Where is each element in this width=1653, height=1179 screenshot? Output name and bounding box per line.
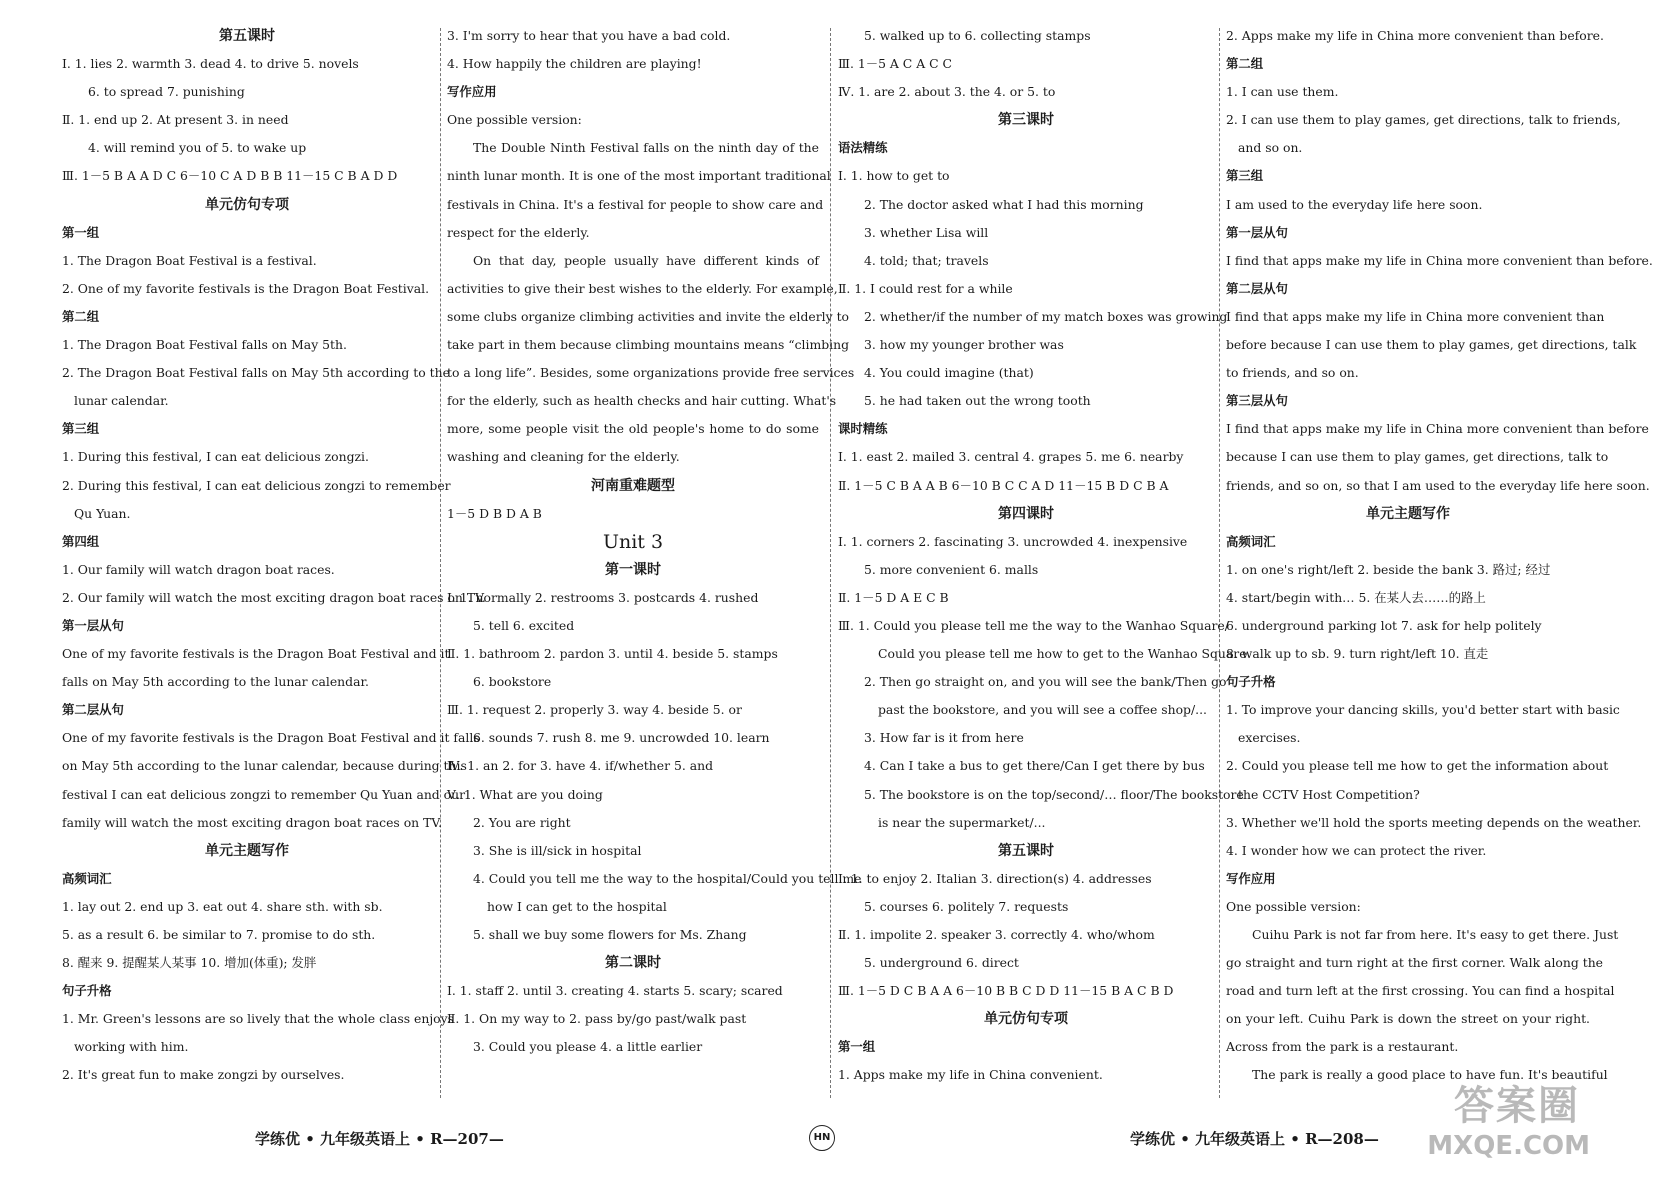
subsection-label: 句子升格 (62, 983, 112, 999)
answer-line: 3. How far is it from here (864, 730, 1024, 746)
answer-line: Ⅲ. 1. request 2. properly 3. way 4. beside 5. or (447, 702, 742, 718)
answer-line: washing and cleaning for the elderly. (447, 449, 680, 465)
answer-line: I am used to the everyday life here soon. (1226, 196, 1483, 212)
subsection-label: 第四组 (62, 533, 100, 549)
paragraph-line: 2. During this festival, I can eat delicious zongzi to remember (62, 477, 451, 493)
subsection-label: 第二组 (1226, 56, 1264, 72)
answer-line: 6. underground parking lot 7. ask for help politely (1226, 617, 1542, 633)
subsection-label: 第一组 (62, 224, 100, 240)
continuation-line: lunar calendar. (74, 393, 169, 409)
answer-line: 4. How happily the children are playing! (447, 56, 702, 72)
paragraph-line: for the elderly, such as health checks and hair cutting. What's (447, 393, 837, 409)
answer-line: 2. It's great fun to make zongzi by ourselves. (62, 1067, 345, 1083)
answer-line: 4. You could imagine (that) (864, 365, 1034, 381)
answer-line: 5. underground 6. direct (864, 955, 1019, 971)
answer-line: Ⅱ. 1. impolite 2. speaker 3. correctly 4. who/whom (838, 927, 1155, 942)
answer-line: 3. She is ill/sick in hospital (473, 842, 642, 858)
paragraph-line: I find that apps make my life in China more convenient than before (1226, 421, 1649, 437)
subsection-label: 高频词汇 (62, 870, 112, 886)
answer-line: Ⅰ. 1. staff 2. until 3. creating 4. starts 5. scary; scared (447, 983, 783, 999)
answer-line: 2. One of my favorite festivals is the Dragon Boat Festival. (62, 280, 430, 296)
paragraph-line: 1. To improve your dancing skills, you'd better start with basic (1226, 702, 1620, 718)
column-divider (1219, 28, 1220, 1098)
answer-line: 3. how my younger brother was (864, 337, 1064, 353)
subsection-label: 第一组 (838, 1039, 876, 1055)
paragraph-line: take part in them because climbing mountains means “climbing (447, 337, 850, 353)
continuation-line: the CCTV Host Competition? (1238, 786, 1420, 802)
answer-line: 2. Our family will watch the most exciting dragon boat races on TV. (62, 589, 486, 605)
subsection-label: 句子升格 (1226, 674, 1276, 690)
answer-line: Ⅰ. 1. how to get to (838, 168, 950, 184)
answer-line: friends, and so on, so that I am used to the everyday life here soon. (1226, 477, 1650, 493)
answer-line: 5. as a result 6. be similar to 7. promise to do sth. (62, 927, 376, 942)
column-divider (830, 28, 831, 1098)
continuation-line: past the bookstore, and you will see a coffee shop/... (878, 702, 1207, 718)
subsection-label: 写作应用 (447, 84, 497, 100)
answer-line: 5. more convenient 6. malls (864, 561, 1039, 577)
answer-line: Ⅰ. 1. corners 2. fascinating 3. uncrowded 4. inexpensive (838, 533, 1188, 549)
paragraph-line: go straight and turn right at the first corner. Walk along the (1226, 955, 1604, 971)
paragraph-line: because I can use them to play games, get directions, talk to (1226, 449, 1609, 465)
answer-line: Ⅱ. 1－5 C B A A B 6－10 B C C A D 11－15 B D C B A (838, 477, 1169, 493)
answer-line: 5. he had taken out the wrong tooth (864, 393, 1091, 409)
subsection-label: 第一层从句 (62, 617, 124, 633)
paragraph-line: 2. Could you please tell me how to get the information about (1226, 758, 1609, 774)
answer-line: 2. whether/if the number of my match boxes was growing (864, 308, 1228, 324)
answer-line: 1. Apps make my life in China convenient. (838, 1067, 1103, 1083)
subsection-label: 语法精练 (838, 140, 888, 156)
subsection-label: 第三层从句 (1226, 393, 1288, 409)
subsection-label: 第二层从句 (1226, 280, 1288, 296)
subsection-label: 第三组 (62, 421, 100, 437)
paragraph-first-line: Cuihu Park is not far from here. It's easy to get there. Just (1252, 927, 1619, 942)
answer-line: 1－5 D B D A B (447, 505, 542, 521)
watermark (1392, 1082, 1590, 1172)
region-badge: HN (809, 1125, 835, 1151)
subsection-label: 写作应用 (1226, 870, 1276, 886)
answer-line: respect for the elderly. (447, 224, 590, 240)
answer-line: Ⅱ. 1－5 D A E C B (838, 589, 949, 605)
answer-line: 6. sounds 7. rush 8. me 9. uncrowded 10. learn (473, 730, 770, 746)
continuation-line: Qu Yuan. (74, 505, 131, 521)
subsection-label: 第二层从句 (62, 702, 124, 718)
section-heading: 第四课时 (998, 505, 1054, 522)
continuation-line: exercises. (1238, 730, 1301, 746)
paragraph-line: festival I can eat delicious zongzi to remember Qu Yuan and our (62, 786, 466, 802)
continuation-line: and so on. (1238, 140, 1303, 156)
paragraph-line: I find that apps make my life in China more convenient than (1226, 308, 1605, 324)
subsection-label: 第二组 (62, 308, 100, 324)
answer-line: Ⅰ. 1. east 2. mailed 3. central 4. grapes 5. me 6. nearby (838, 449, 1184, 465)
answer-line: 2. You are right (473, 814, 571, 830)
answer-line: 4. start/begin with… 5. 在某人去……的路上 (1226, 589, 1486, 605)
subsection-label: 课时精练 (838, 421, 888, 437)
answer-line: 5. tell 6. excited (473, 617, 575, 633)
answer-line: I find that apps make my life in China more convenient than before. (1226, 252, 1653, 268)
section-heading: 单元主题写作 (1366, 505, 1450, 522)
answer-line: 4. Could you tell me the way to the hospital/Could you tell me (473, 870, 862, 886)
answer-line: 1. I can use them. (1226, 84, 1339, 100)
paragraph-line: activities to give their best wishes to the elderly. For example, (447, 280, 838, 296)
continuation-line: working with him. (74, 1039, 189, 1055)
section-heading: 第二课时 (605, 955, 661, 972)
answer-line: One possible version: (447, 112, 582, 128)
answer-line: Ⅱ. 1. On my way to 2. pass by/go past/walk past (447, 1011, 747, 1027)
answer-line: to friends, and so on. (1226, 365, 1359, 381)
answer-line: 6. to spread 7. punishing (88, 84, 245, 100)
section-heading: 第三课时 (998, 112, 1054, 129)
page-footer-right: 学练优 • 九年级英语上 • R—208— (1130, 1130, 1379, 1148)
section-heading: 单元仿句专项 (205, 196, 289, 213)
answer-line: Ⅱ. 1. I could rest for a while (838, 280, 1013, 296)
answer-line: 1. lay out 2. end up 3. eat out 4. share sth. with sb. (62, 898, 383, 914)
answer-line: Ⅳ. 1. an 2. for 3. have 4. if/whether 5. and (447, 758, 714, 774)
paragraph-line: before because I can use them to play games, get directions, talk (1226, 337, 1637, 353)
section-heading: 第五课时 (998, 842, 1054, 859)
column-divider (440, 28, 441, 1098)
page-footer-left: 学练优 • 九年级英语上 • R—207— (255, 1130, 504, 1148)
paragraph-line: One of my favorite festivals is the Dragon Boat Festival and it (62, 646, 450, 662)
answer-line: 1. The Dragon Boat Festival falls on May 5th. (62, 337, 347, 353)
answer-line: 1. on one's right/left 2. beside the bank 3. 路过; 经过 (1226, 561, 1551, 577)
answer-line: 3. Could you please 4. a little earlier (473, 1039, 703, 1055)
subsection-label: 第一层从句 (1226, 224, 1288, 240)
answer-line: Ⅰ. 1. normally 2. restrooms 3. postcards 4. rushed (447, 589, 759, 605)
paragraph-line: festivals in China. It's a festival for people to show care and (447, 196, 824, 212)
answer-line: 4. I wonder how we can protect the river. (1226, 842, 1487, 858)
paragraph-first-line: On that day, people usually have different kinds of (473, 252, 819, 268)
subsection-label: 高频词汇 (1226, 533, 1276, 549)
answer-line: 5. walked up to 6. collecting stamps (864, 28, 1091, 43)
answer-line: Ⅰ. 1. lies 2. warmth 3. dead 4. to drive 5. novels (62, 56, 359, 72)
answer-line: 2. The doctor asked what I had this morning (864, 196, 1144, 212)
paragraph-line: to a long life”. Besides, some organizations provide free services (447, 365, 855, 381)
paragraph-first-line: The Double Ninth Festival falls on the ninth day of the (473, 140, 819, 156)
answer-line: Ⅲ. 1. Could you please tell me the way to the Wanhao Square/ (838, 617, 1229, 633)
section-heading: 河南重难题型 (591, 477, 675, 494)
answer-line: One possible version: (1226, 898, 1361, 914)
answer-line: Ⅲ. 1－5 B A A D C 6－10 C A D B B 11－15 C B A D D (62, 168, 398, 184)
paragraph-line: ninth lunar month. It is one of the most important traditional (447, 168, 831, 184)
answer-line: 2. Then go straight on, and you will see the bank/Then go (864, 674, 1227, 690)
answer-line: 8. walk up to sb. 9. turn right/left 10. 直走 (1226, 646, 1489, 662)
answer-line: Ⅲ. 1－5 A C A C C (838, 56, 953, 72)
unit-title: Unit 3 (602, 530, 664, 553)
paragraph-line: on your left. Cuihu Park is down the street on your right. (1226, 1011, 1590, 1027)
paragraph-line: 2. The Dragon Boat Festival falls on May 5th according to the (62, 365, 450, 381)
answer-line: Ⅱ. 1. end up 2. At present 3. in need (62, 112, 289, 128)
answer-line: Across from the park is a restaurant. (1226, 1039, 1459, 1055)
answer-line: family will watch the most exciting dragon boat races on TV. (62, 814, 443, 830)
answer-line: 3. Whether we'll hold the sports meeting depends on the weather. (1226, 814, 1642, 830)
section-heading: 第一课时 (605, 561, 661, 578)
answer-line: Ⅲ. 1－5 D C B A A 6－10 B B C D D 11－15 B A C B D (838, 983, 1174, 999)
paragraph-line: 1. Mr. Green's lessons are so lively that the whole class enjoys (62, 1011, 454, 1027)
continuation-line: how I can get to the hospital (487, 898, 667, 914)
answer-line: 1. The Dragon Boat Festival is a festival. (62, 252, 317, 268)
answer-line: falls on May 5th according to the lunar calendar. (62, 674, 369, 690)
answer-line: 5. The bookstore is on the top/second/… floor/The bookstore (864, 786, 1244, 802)
watermark-logo: 答案圈 (1454, 1083, 1580, 1129)
answer-line: Ⅳ. 1. are 2. about 3. the 4. or 5. to (838, 84, 1056, 100)
answer-line: 2. Apps make my life in China more convenient than before. (1226, 28, 1604, 43)
answer-line: 4. Can I take a bus to get there/Can I get there by bus (864, 758, 1205, 774)
answer-line: Ⅴ. 1. What are you doing (447, 786, 603, 802)
answer-line: Ⅰ. 1. to enjoy 2. Italian 3. direction(s) 4. addresses (838, 870, 1152, 886)
paragraph-line: on May 5th according to the lunar calendar, because during this (62, 758, 467, 774)
paragraph-line: more, some people visit the old people's home to do some (447, 421, 819, 437)
answer-line: 5. shall we buy some flowers for Ms. Zhang (473, 927, 747, 942)
continuation-line: is near the supermarket/... (878, 814, 1046, 830)
answer-line: 6. bookstore (473, 674, 552, 690)
answer-line: 1. During this festival, I can eat delicious zongzi. (62, 449, 369, 465)
answer-line: Ⅱ. 1. bathroom 2. pardon 3. until 4. beside 5. stamps (447, 646, 778, 662)
answer-line: 8. 醒来 9. 提醒某人某事 10. 增加(体重); 发胖 (62, 955, 317, 971)
subsection-label: 第三组 (1226, 168, 1264, 184)
watermark-url: MXQE.COM (1427, 1131, 1590, 1161)
section-heading: 单元仿句专项 (984, 1011, 1068, 1028)
section-heading: 单元主题写作 (205, 842, 289, 859)
answer-line: 4. told; that; travels (864, 252, 989, 268)
continuation-line: Could you please tell me how to get to the Wanhao Square (878, 646, 1247, 662)
paragraph-first-line: The park is really a good place to have fun. It's beautiful (1252, 1067, 1608, 1083)
paragraph-line: some clubs organize climbing activities and invite the elderly to (447, 308, 850, 324)
answer-line: 1. Our family will watch dragon boat races. (62, 561, 335, 577)
paragraph-line: 2. I can use them to play games, get directions, talk to friends, (1226, 112, 1621, 128)
section-heading: 第五课时 (219, 28, 275, 44)
answer-column-4 (1226, 22, 1653, 1090)
answer-line: 3. I'm sorry to hear that you have a bad cold. (447, 28, 731, 43)
paragraph-line: road and turn left at the first crossing. You can find a hospital (1226, 983, 1615, 999)
answer-line: 3. whether Lisa will (864, 224, 989, 240)
answer-line: 4. will remind you of 5. to wake up (88, 140, 307, 156)
paragraph-line: One of my favorite festivals is the Dragon Boat Festival and it falls (62, 730, 480, 746)
answer-line: 5. courses 6. politely 7. requests (864, 898, 1069, 914)
